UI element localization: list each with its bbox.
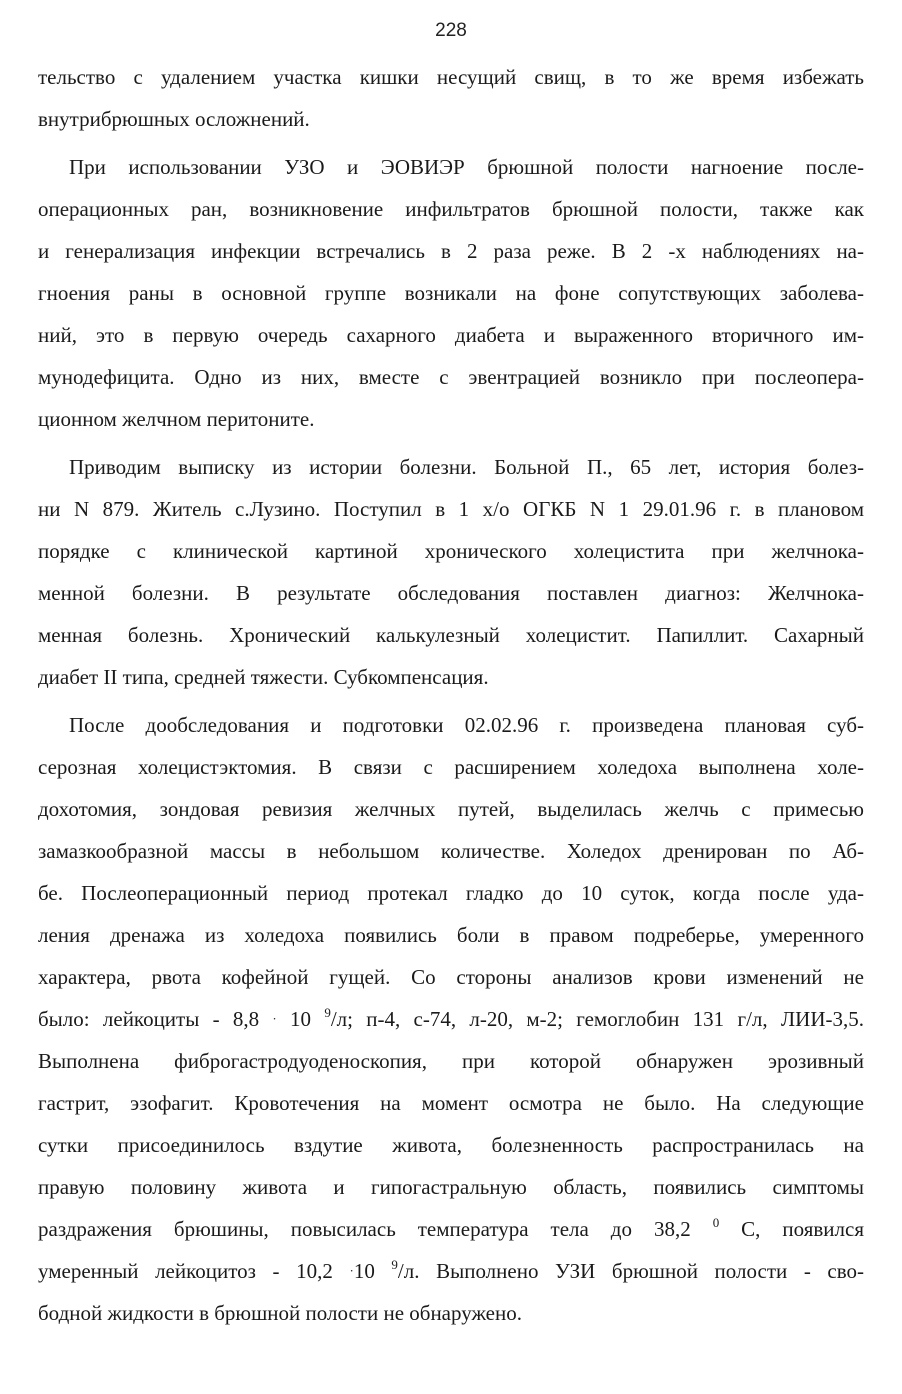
document-body: [38, 56, 864, 1334]
text-segment: раздражения брюшины, повысилась температура тела до 38,2: [38, 1217, 713, 1241]
text-segment: умеренный лейкоцитоз - 10,2: [38, 1259, 350, 1283]
text-segment: /л; п-4, с-74, л-20, м-2; гемоглобин 131 г/л, ЛИИ-3,5.: [330, 1007, 864, 1031]
paragraph-1: [38, 56, 864, 140]
multiplication-dot: ·: [349, 1263, 354, 1278]
text-segment: 10: [353, 1259, 392, 1283]
multiplication-dot: ·: [272, 1011, 277, 1026]
superscript: 9: [324, 1005, 331, 1020]
text-segment: /л. Выполнено УЗИ брюшной полости - сво-: [397, 1259, 865, 1283]
text-line: серозная холецистэктомия. В связи с расширением холедоха выполнена холе-: [38, 755, 864, 779]
text-line: ний, это в первую очередь сахарного диабета и выраженного вторичного им-: [38, 323, 864, 347]
superscript: 0: [712, 1215, 720, 1230]
text-line: ления дренажа из холедоха появились боли в правом подреберье, умеренного: [38, 923, 864, 947]
paragraph-4: [38, 704, 864, 1334]
text-line: ни N 879. Житель с.Лузино. Поступил в 1 х/о ОГКБ N 1 29.01.96 г. в плановом: [38, 497, 864, 521]
text-segment: С, появился: [719, 1217, 864, 1241]
text-line: менная болезнь. Хронический калькулезный холецистит. Папиллит. Сахарный: [38, 623, 864, 647]
text-line: После дообследования и подготовки 02.02.96 г. произведена плановая суб-: [69, 713, 864, 737]
text-line: характера, рвота кофейной гущей. Со стороны анализов крови изменений не: [38, 965, 864, 989]
text-line: порядке с клинической картиной хронического холецистита при желчнока-: [38, 539, 864, 563]
text-line: внутрибрюшных осложнений.: [38, 107, 310, 131]
page-number: 228: [435, 20, 467, 41]
paragraph-3: [38, 446, 864, 698]
text-segment: 10: [276, 1007, 325, 1031]
text-line: правую половину живота и гипогастральную область, появились симптомы: [38, 1175, 864, 1199]
text-line: ционном желчном перитоните.: [38, 407, 315, 431]
text-line: Выполнена фиброгастродуоденоскопия, при которой обнаружен эрозивный: [38, 1049, 864, 1073]
text-line: гноения раны в основной группе возникали на фоне сопутствующих заболева-: [38, 281, 864, 305]
text-line: При использовании УЗО и ЭОВИЭР брюшной полости нагноение после-: [69, 155, 864, 179]
text-line: диабет II типа, средней тяжести. Субкомпенсация.: [38, 665, 489, 689]
text-line: бодной жидкости в брюшной полости не обнаружено.: [38, 1301, 522, 1325]
text-line-with-formula: [38, 1208, 864, 1250]
paragraph-2: [38, 146, 864, 440]
text-segment: было: лейкоциты - 8,8: [38, 1007, 273, 1031]
text-line: и генерализация инфекции встречались в 2 раза реже. В 2 -х наблюдениях на-: [38, 239, 864, 263]
text-line: операционных ран, возникновение инфильтратов брюшной полости, также как: [38, 197, 864, 221]
text-line: дохотомия, зондовая ревизия желчных путей, выделилась желчь с примесью: [38, 797, 864, 821]
text-line: замазкообразной массы в небольшом количестве. Холедох дренирован по Аб-: [38, 839, 864, 863]
text-line: Приводим выписку из истории болезни. Больной П., 65 лет, история болез-: [69, 455, 864, 479]
superscript: 9: [391, 1257, 398, 1272]
text-line-with-formula: [38, 1250, 864, 1292]
text-line-with-formula: [38, 998, 864, 1040]
text-line: сутки присоединилось вздутие живота, болезненность распространилась на: [38, 1133, 864, 1157]
text-line: бе. Послеоперационный период протекал гладко до 10 суток, когда после уда-: [38, 881, 864, 905]
text-line: гастрит, эзофагит. Кровотечения на момент осмотра не было. На следующие: [38, 1091, 864, 1115]
text-line: мунодефицита. Одно из них, вместе с эвентрацией возникло при послеопера-: [38, 365, 864, 389]
text-line: тельство с удалением участка кишки несущий свищ, в то же время избежать: [38, 65, 864, 89]
text-line: менной болезни. В результате обследования поставлен диагноз: Желчнока-: [38, 581, 864, 605]
